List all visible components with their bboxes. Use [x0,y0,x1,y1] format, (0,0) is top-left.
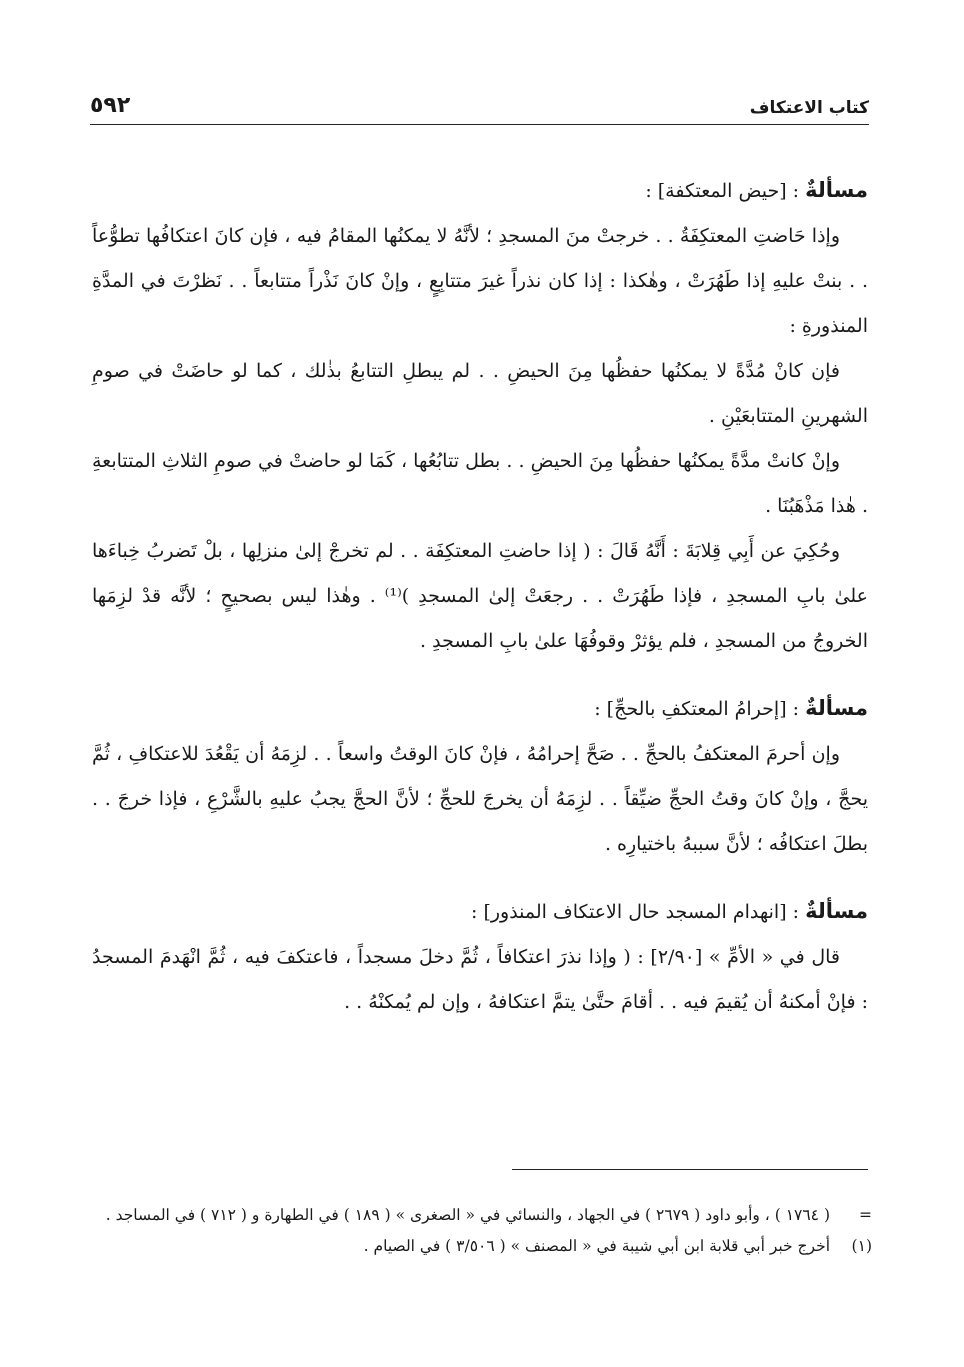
section-label: مسألةٌ [805,696,868,720]
header-divider [90,124,869,125]
main-text [92,168,868,1025]
section-label: مسألةٌ [805,178,868,202]
running-title: كتاب الاعتكاف [749,98,869,118]
footnote-marker: (١) [851,1237,872,1255]
footnote-item [92,1231,872,1262]
section-heading-mosque-collapse [92,889,868,935]
section-heading-menstruation [92,168,868,214]
footnote-text: ( ١٧٦٤ ) ، وأبو داود ( ٢٦٧٩ ) في الجهاد ، والنسائي في « الصغرى » ( ١٨٩ ) في الطهارة و ( ٧١٢ ) في المساجد . [105,1206,830,1224]
paragraph: قال في « الأمِّ » [٢/٩٠] : ( وإذا نذرَ اعتكافاً ، ثُمَّ دخلَ مسجداً ، فاعتكفَ فيه ، ثُمَّ انْهَدمَ المسجدُ : فإنْ أمكنهُ أن يُقيمَ فيه . . أقامَ حتَّىٰ يتمَّ اعتكافهُ ، وإن لم يُمكنْهُ . . [92,946,868,1013]
paragraph: وإن أحرمَ المعتكفُ بالحجِّ . . صَحَّ إحرامُهُ ، فإنْ كانَ الوقتُ واسعاً . . لزِمَهُ أن يَقْعُدَ للاعتكافِ ، ثُمَّ يحجَّ ، وإنْ كانَ وقتُ الحجِّ ضيِّقاً . . لزِمَهُ أن يخرجَ للحجِّ ؛ لأنَّ الحجَّ يجبُ عليهِ بالشَّرْعِ ، فإذا خرجَ . . بطلَ اعتكافُه ؛ لأنَّ سببهُ باختيارِه . [92,743,868,855]
paragraph: وإذا حَاضتِ المعتكِفَةُ . . خرجتْ منَ المسجدِ ؛ لأنَّهُ لا يمكنُها المقامُ فيه ، فإن كانَ اعتكافُها تطوُّعاً . . بنتْ عليهِ إذا طَهُرَتْ ، وهٰكذا : إذا كان نذراً غيرَ متتابِعٍ ، وإنْ كانَ نَذْراً متتابعاً . . نَظرْتَ في المدَّةِ المنذورةِ : [92,225,868,337]
section-heading-ihram [92,686,868,732]
section-title: : [انهدام المسجد حال الاعتكاف المنذور] : [471,901,806,923]
page-number: ٥٩٢ [90,93,131,118]
section-title: : [إحرامُ المعتكفِ بالحجِّ] : [594,698,806,720]
footnote-marker: = [859,1206,872,1224]
paragraph: فإن كانْ مُدَّةً لا يمكنُها حفظُها مِنَ الحيضِ . . لم يبطلِ التتابعُ بذٰلك ، كما لو حاضَتْ في صومِ الشهرينِ المتتابعَيْنِ . [92,360,868,427]
section-title: : [حيض المعتكفة] : [645,180,806,202]
page-header [90,82,869,118]
paragraph: وإنْ كانتْ مدَّةً يمكنُها حفظُها مِنَ الحيضِ . . بطل تتابُعُها ، كَمَا لو حاضتْ في صومِ الثلاثِ المتتابعةِ . هٰذا مَذْهَبُنَا . [92,450,868,517]
paragraph: وحُكِيَ عن أَبِي قِلابَةَ : أَنَّهُ قَالَ : ( إذا حاضتِ المعتكِفَة . . لم تخرجْ إلىٰ منزلِها ، بلْ تَضربُ خِباءَها علىٰ بابِ المسجدِ ، فإذا طَهُرَتْ . . رجعَتْ إلىٰ المسجدِ )⁽¹⁾ . وهٰذا ليس بصحيحٍ ؛ لأنَّه قدْ لزِمَها الخروجُ من المسجدِ ، فلم يؤثرْ وقوفُهَا علىٰ بابِ المسجدِ . [92,540,868,652]
section-label: مسألةٌ [805,899,868,923]
footnote-text: أخرج خبر أبي قلابة ابن أبي شيبة في « المصنف » ( ٣/٥٠٦ ) في الصيام . [363,1237,830,1255]
footnote-item [92,1200,872,1231]
footnotes [92,1200,872,1262]
footnote-divider [512,1169,868,1170]
